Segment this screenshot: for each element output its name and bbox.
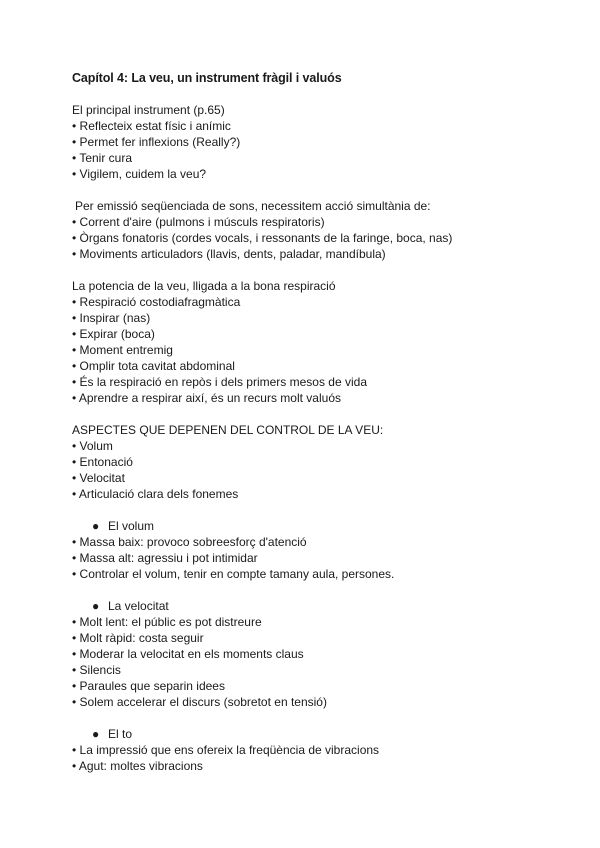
list-item: • És la respiració en repòs i dels primers mesos de vida [72,375,367,389]
list-item: • Massa baix: provoco sobreesforç d'atenció [72,535,307,549]
subheading-label: El volum [108,519,155,533]
list-item: • Expirar (boca) [72,327,155,341]
list-item: • Tenir cura [72,151,133,165]
subheading-label: La velocitat [108,599,169,613]
section-heading: Per emissió seqüenciada de sons, necessitem acció simultània de: [75,199,431,213]
list-item: • Volum [72,439,113,453]
list-item: • Inspirar (nas) [72,311,151,325]
list-item: • Molt lent: el públic es pot distreure [72,615,262,629]
section-heading: El principal instrument (p.65) [72,103,225,117]
section-volum [72,518,542,582]
list-item: • Respiració costodiafragmàtica [72,295,241,309]
section-heading: La potencia de la veu, lligada a la bona respiració [72,279,336,293]
list-item: • Velocitat [72,471,125,485]
chapter-title: Capítol 4: La veu, un instrument fràgil i valuós [72,71,342,85]
list-item: • Corrent d'aire (pulmons i músculs respiratoris) [72,215,325,229]
list-item: • Articulació clara dels fonemes [72,487,239,501]
section-heading: ASPECTES QUE DEPENEN DEL CONTROL DE LA VEU: [72,423,384,437]
subheading-label: El to [108,727,133,741]
subheading [72,726,542,742]
section-emissio [72,198,542,262]
list-item: • Òrgans fonatoris (cordes vocals, i ressonants de la faringe, boca, nas) [72,231,453,245]
list-item: • Aprendre a respirar així, és un recurs molt valuós [72,391,341,405]
list-item: • Solem accelerar el discurs (sobretot en tensió) [72,695,327,709]
bullet-icon: ● [92,599,100,613]
list-item: • Vigilem, cuidem la veu? [72,167,207,181]
list-item: • Moderar la velocitat en els moments claus [72,647,304,661]
list-item: • Paraules que separin idees [72,679,225,693]
list-item: • Moment entremig [72,343,173,357]
section-potencia [72,278,542,406]
section-aspectes [72,422,542,502]
subheading [72,598,542,614]
list-item: • Entonació [72,455,133,469]
list-item: • Reflecteix estat físic i anímic [72,119,231,133]
document-page [72,70,542,790]
list-item: • Silencis [72,663,121,677]
list-item: • Omplir tota cavitat abdominal [72,359,235,373]
list-item: • Massa alt: agressiu i pot intimidar [72,551,258,565]
list-item: • Molt ràpid: costa seguir [72,631,204,645]
list-item: • Agut: moltes vibracions [72,759,203,773]
list-item: • La impressió que ens ofereix la freqüència de vibracions [72,743,380,757]
bullet-icon: ● [92,519,100,533]
subheading [72,518,542,534]
list-item: • Permet fer inflexions (Really?) [72,135,241,149]
section-principal-instrument [72,102,542,182]
section-to [72,726,542,774]
list-item: • Controlar el volum, tenir en compte tamany aula, persones. [72,567,395,581]
bullet-icon: ● [92,727,100,741]
list-item: • Moviments articuladors (llavis, dents, paladar, mandíbula) [72,247,386,261]
section-velocitat [72,598,542,710]
